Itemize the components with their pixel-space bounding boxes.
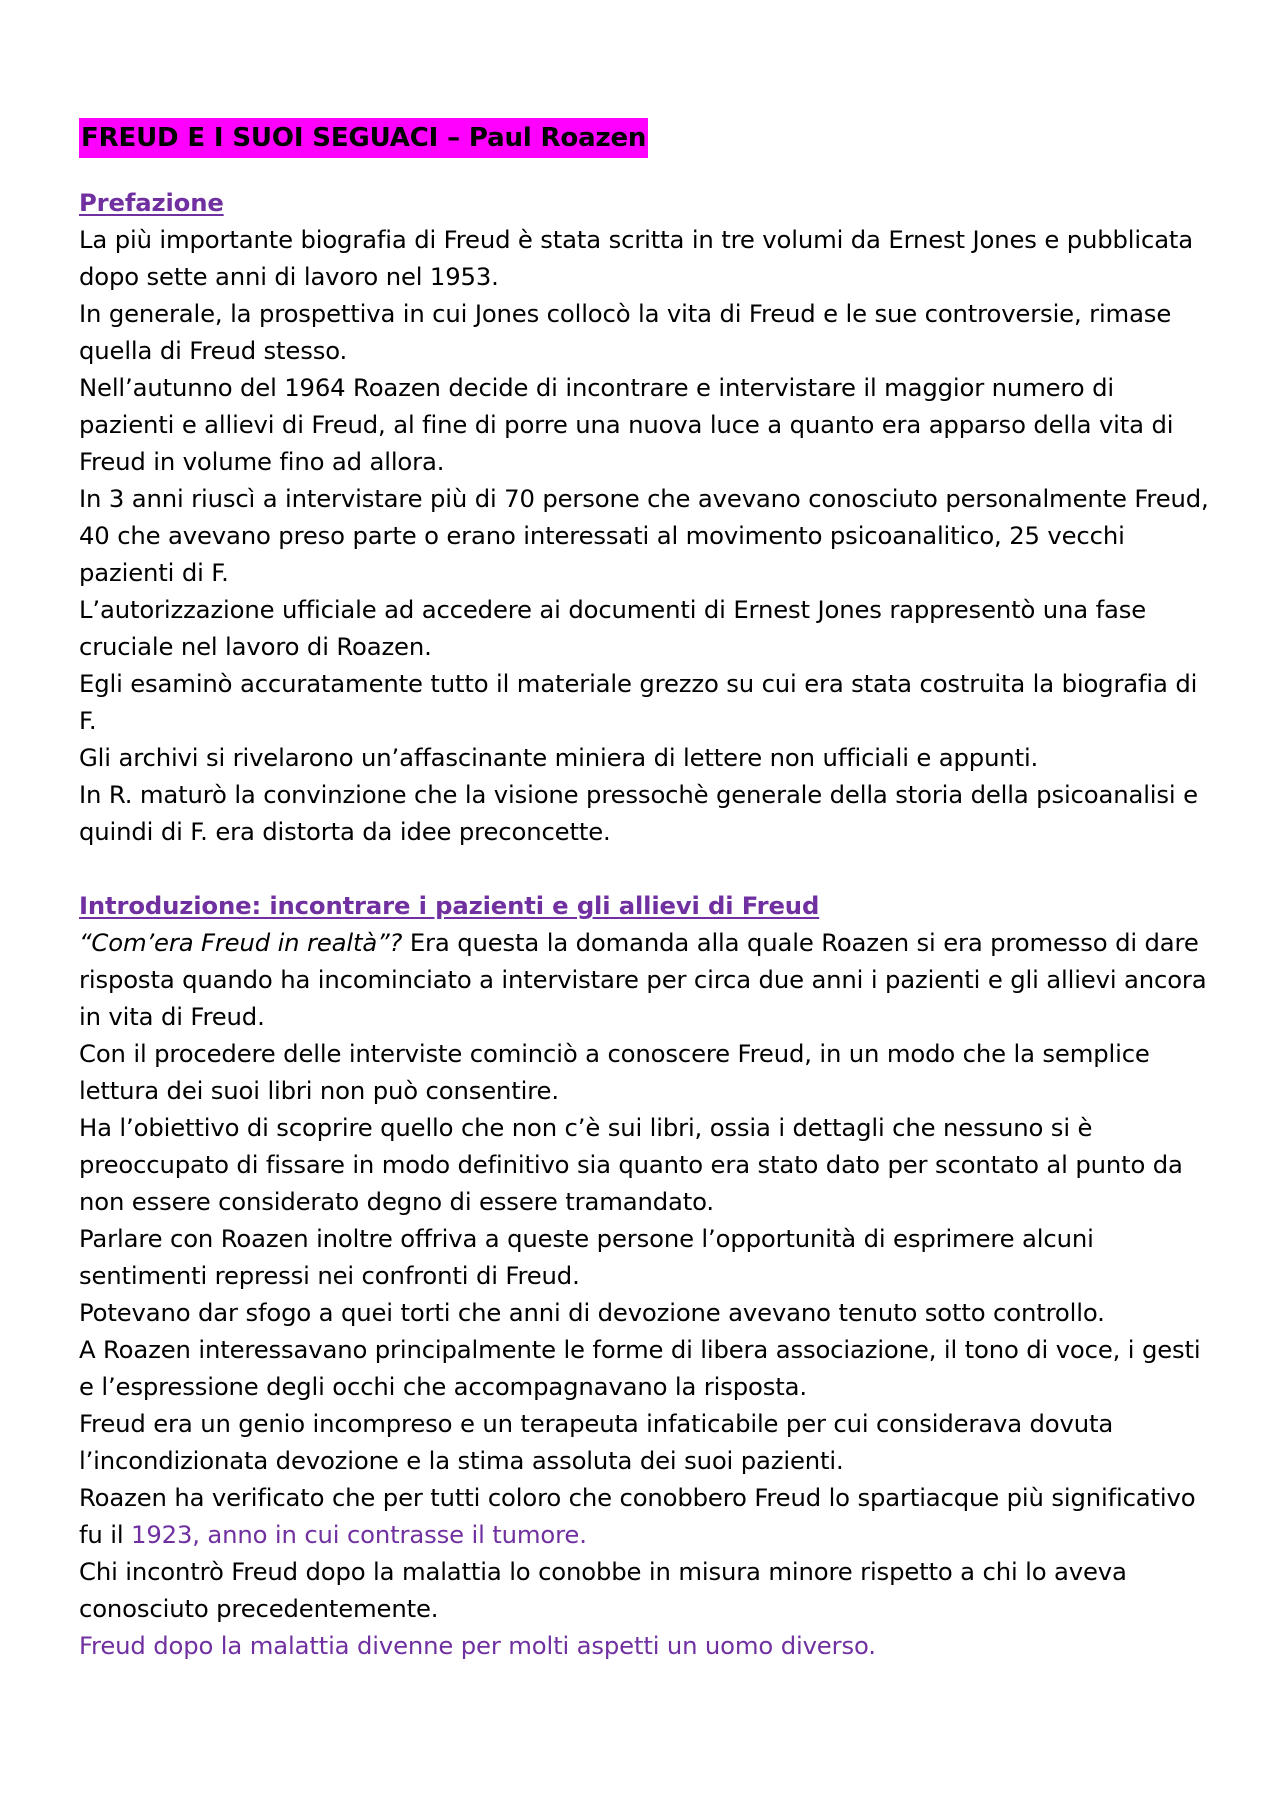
paragraph: Chi incontrò Freud dopo la malattia lo conobbe in misura minore rispetto a chi lo aveva conosciuto precedentemente. bbox=[79, 1557, 1127, 1623]
opening-question-rest: Era questa la domanda alla quale Roazen si era promesso di dare risposta quando ha incominciato a intervistare per circa due anni i pazienti e gli allievi ancora in vita di Freud. bbox=[79, 928, 1207, 1031]
heading-prefazione: Prefazione bbox=[79, 188, 224, 217]
paragraph-opening-question bbox=[79, 924, 1209, 1035]
watershed-text: Roazen ha verificato che per tutti coloro che conobbero Freud lo spartiacque più significativo fu il bbox=[79, 1483, 1196, 1549]
paragraph: Gli archivi si rivelarono un’affascinante miniera di lettere non ufficiali e appunti. bbox=[79, 743, 1039, 772]
paragraph: Parlare con Roazen inoltre offriva a queste persone l’opportunità di esprimere alcuni sentimenti repressi nei confronti di Freud. bbox=[79, 1224, 1094, 1290]
paragraph: La più importante biografia di Freud è stata scritta in tre volumi da Ernest Jones e pubblicata dopo sette anni di lavoro nel 1953. bbox=[79, 225, 1194, 291]
paragraph: A Roazen interessavano principalmente le forme di libera associazione, il tono di voce, i gesti e l’espressione degli occhi che accompagnavano la risposta. bbox=[79, 1335, 1201, 1401]
paragraph: In generale, la prospettiva in cui Jones collocò la vita di Freud e le sue controversie, rimase quella di Freud stesso. bbox=[79, 299, 1172, 365]
document-title: FREUD E I SUOI SEGUACI – Paul Roazen bbox=[79, 118, 648, 158]
paragraph: Potevano dar sfogo a quei torti che anni di devozione avevano tenuto sotto controllo. bbox=[79, 1298, 1105, 1327]
paragraph: Con il procedere delle interviste cominciò a conoscere Freud, in un modo che la semplice lettura dei suoi libri non può consentire. bbox=[79, 1039, 1150, 1105]
document-page bbox=[79, 118, 1209, 1664]
paragraph: L’autorizzazione ufficiale ad accedere ai documenti di Ernest Jones rappresentò una fase cruciale nel lavoro di Roazen. bbox=[79, 595, 1147, 661]
closing-highlight: Freud dopo la malattia divenne per molti aspetti un uomo diverso. bbox=[79, 1631, 876, 1660]
watershed-highlight: 1923, anno in cui contrasse il tumore. bbox=[131, 1520, 587, 1549]
paragraph: In 3 anni riuscì a intervistare più di 70 persone che avevano conosciuto personalmente Freud, 40 che avevano preso parte o erano interessati al movimento psicoanalitico, 25 vecchi pazienti di F. bbox=[79, 484, 1209, 587]
heading-introduzione: Introduzione: incontrare i pazienti e gli allievi di Freud bbox=[79, 891, 820, 920]
paragraph: Ha l’obiettivo di scoprire quello che non c’è sui libri, ossia i dettagli che nessuno si è preoccupato di fissare in modo definitivo sia quanto era stato dato per scontato al punto da non essere considerato degno di essere tramandato. bbox=[79, 1113, 1183, 1216]
paragraph: Freud era un genio incompreso e un terapeuta infaticabile per cui considerava dovuta l’incondizionata devozione e la stima assoluta dei suoi pazienti. bbox=[79, 1409, 1114, 1475]
paragraph: In R. maturò la convinzione che la visione pressochè generale della storia della psicoanalisi e quindi di F. era distorta da idee preconcette. bbox=[79, 780, 1198, 846]
paragraph: Nell’autunno del 1964 Roazen decide di incontrare e intervistare il maggior numero di pazienti e allievi di Freud, al fine di porre una nuova luce a quanto era apparso della vita di Freud in volume fino ad allora. bbox=[79, 373, 1174, 476]
paragraph: Egli esaminò accuratamente tutto il materiale grezzo su cui era stata costruita la biografia di F. bbox=[79, 669, 1198, 735]
opening-question: “Com’era Freud in realtà”? bbox=[79, 928, 403, 957]
paragraph-watershed bbox=[79, 1479, 1209, 1553]
section-spacer bbox=[79, 850, 1209, 887]
